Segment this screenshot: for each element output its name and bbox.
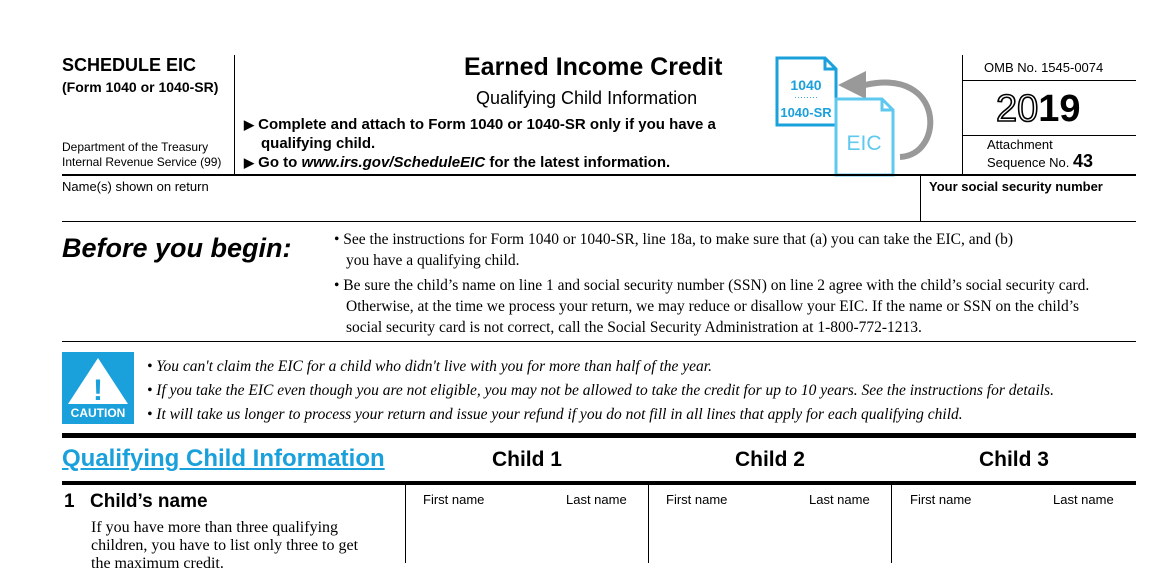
tax-year: 2019 xyxy=(996,88,1081,130)
child-3-name-field[interactable] xyxy=(894,512,1134,562)
department-label: Department of the Treasury xyxy=(62,140,209,154)
arrow-right-icon: ▶ xyxy=(244,117,254,132)
omb-number: OMB No. 1545-0074 xyxy=(984,60,1104,75)
line-1-number: 1 xyxy=(64,491,75,512)
irs-label: Internal Revenue Service (99) xyxy=(62,155,222,169)
ssn-label: Your social security number xyxy=(929,179,1103,194)
header-divider-right xyxy=(962,55,963,174)
svg-text:!: ! xyxy=(93,374,103,406)
before-section-rule xyxy=(62,341,1136,342)
arrow-right-icon: ▶ xyxy=(244,155,254,170)
child-1-header: Child 1 xyxy=(491,448,562,471)
sequence-number: 43 xyxy=(1073,151,1094,171)
child-1-last-name-label: Last name xyxy=(566,492,627,507)
schedule-eic-link[interactable]: www.irs.gov/ScheduleEIC xyxy=(301,154,486,171)
svg-text:EIC: EIC xyxy=(846,132,882,155)
instruction-attach: ▶ Complete and attach to Form 1040 or 1040-SR only if you have a xyxy=(244,116,716,133)
name-on-return-field[interactable] xyxy=(62,196,917,220)
attachment-label: Attachment xyxy=(987,137,1053,152)
caution-item-3: • It will take us longer to process your return and issue your refund if you do not fill in all lines that apply for each qualifying child. xyxy=(147,406,963,423)
form-title: Earned Income Credit xyxy=(464,53,723,81)
form-subtitle: Qualifying Child Information xyxy=(476,88,698,108)
caution-list xyxy=(147,355,1054,427)
child-1-name-field[interactable] xyxy=(408,512,646,562)
sequence-label: Sequence No. 43 xyxy=(987,151,1094,171)
caution-badge xyxy=(62,352,134,424)
warning-triangle-icon xyxy=(62,352,134,406)
svg-text:1040: 1040 xyxy=(790,77,822,93)
instruction-attach-cont: qualifying child. xyxy=(261,135,376,152)
name-on-return-label: Name(s) shown on return xyxy=(62,179,209,194)
before-bullet-2: • Be sure the child’s name on line 1 and social security number (SSN) on line 2 agree with the child’s social security card. xyxy=(334,277,1090,294)
child-3-first-name-label: First name xyxy=(910,492,972,507)
child-1-first-name-label: First name xyxy=(423,492,485,507)
name-row-rule xyxy=(62,221,1136,222)
caution-label: CAUTION xyxy=(70,406,126,420)
year-divider xyxy=(963,135,1136,136)
ssn-divider xyxy=(920,176,921,221)
form-logo xyxy=(770,55,945,180)
child-table-rule xyxy=(62,481,1136,485)
ssn-field[interactable] xyxy=(924,198,1134,220)
header-bottom-rule xyxy=(62,174,1136,176)
before-bullet-1: • See the instructions for Form 1040 or 1040-SR, line 18a, to make sure that (a) you can take the EIC, and (b) xyxy=(334,231,1014,248)
header-divider-left xyxy=(234,55,235,174)
child-2-first-name-label: First name xyxy=(666,492,728,507)
form-reference: (Form 1040 or 1040-SR) xyxy=(62,79,219,95)
before-you-begin-list: • See the instructions for Form 1040 or 1040-SR, line 18a, to make sure that (a) you can take the EIC, and (b) you have a qualifying child. • Be sure the child’s name on line 1 and social security number (SSN) on line 2 agree with the child’s social security card. Otherwise, at the time we process your return, we may reduce or disallow your EIC. If the name or SSN on the child’s social security card is not correct, call the Social Security Administration at 1-800-772-1213. xyxy=(334,231,1090,336)
caution-item-1: • You can't claim the EIC for a child who didn't live with you for more than half of the year. xyxy=(147,358,712,375)
qualifying-child-heading: Qualifying Child Information xyxy=(62,445,385,472)
omb-divider xyxy=(963,80,1136,81)
line-1-help: If you have more than three qualifying children, you have to list only three to get the maximum credit. xyxy=(91,519,359,572)
caution-item-2: • If you take the EIC even though you are not eligible, you may not be allowed to take the credit for up to 10 years. See the instructions for details. xyxy=(147,382,1054,399)
child-3-column-divider xyxy=(891,485,892,563)
instruction-goto: ▶ Go to www.irs.gov/ScheduleEIC for the latest information. xyxy=(244,154,671,171)
schedule-title: SCHEDULE EIC xyxy=(62,55,197,75)
child-2-column-divider xyxy=(648,485,649,563)
child-3-header: Child 3 xyxy=(978,448,1049,471)
child-2-header: Child 2 xyxy=(734,448,805,471)
before-you-begin-heading: Before you begin: xyxy=(62,233,292,263)
child-3-last-name-label: Last name xyxy=(1053,492,1114,507)
svg-text:········: ········ xyxy=(794,92,818,102)
child-2-last-name-label: Last name xyxy=(809,492,870,507)
child-2-name-field[interactable] xyxy=(651,512,889,562)
svg-text:1040-SR: 1040-SR xyxy=(780,105,832,120)
line-1-title: Child’s name xyxy=(90,491,208,512)
child-1-column-divider xyxy=(405,485,406,563)
section-heavy-rule xyxy=(62,433,1136,438)
